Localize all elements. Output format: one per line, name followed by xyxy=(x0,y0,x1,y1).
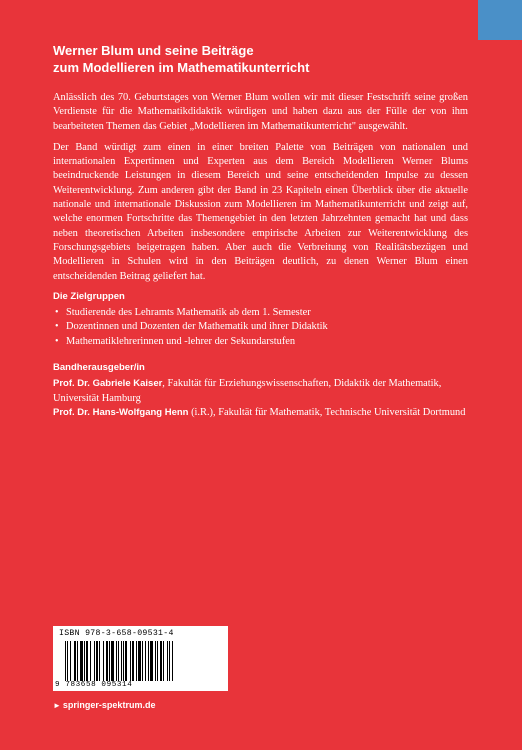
bullet-icon: • xyxy=(55,306,59,318)
list-item: • Studierende des Lehramts Mathematik ab dem 1. Semester xyxy=(53,306,468,321)
target-groups-heading: Die Zielgruppen xyxy=(53,290,125,302)
editor-affiliation: , Fakultät für Erziehungswissenschaften, Didaktik der Mathematik, Universität Hamburg xyxy=(53,378,442,404)
back-cover-text xyxy=(53,42,468,420)
publisher-url: springer-spektrum.de xyxy=(62,700,156,710)
isbn-barcode xyxy=(53,626,228,691)
arrow-right-icon: ► xyxy=(53,701,61,710)
list-item: • Dozentinnen und Dozenten der Mathematik und ihrer Didaktik xyxy=(53,320,468,335)
barcode-digits: 9 783658 095314 xyxy=(55,681,133,689)
editor-entry xyxy=(53,406,468,420)
bullet-icon: • xyxy=(55,321,59,333)
editor-entry xyxy=(53,377,468,406)
editor-name: Prof. Dr. Gabriele Kaiser xyxy=(53,378,163,390)
isbn-text: ISBN 978-3-658-09531-4 xyxy=(59,629,174,638)
target-groups-list xyxy=(53,306,468,350)
intro-paragraph: Anlässlich des 70. Geburtstages von Werner Blum wollen wir mit dieser Festschrift seine großen Verdienste für die Mathematikdidaktik würdigen und haben dazu aus der Fülle der von ihm bearbeiteten Themen das Gebiet „Modellieren im Mathematikunterricht" ausgewählt. xyxy=(53,92,468,132)
title-line-1: Werner Blum und seine Beiträge xyxy=(53,43,254,58)
title-line-2: zum Modellieren im Mathematikunterricht xyxy=(53,60,310,75)
list-item: • Mathematiklehrerinnen und -lehrer der Sekundarstufen xyxy=(53,335,468,350)
publisher-link[interactable] xyxy=(53,700,155,710)
book-title xyxy=(53,42,468,76)
editors-heading: Bandherausgeber/in xyxy=(53,362,145,374)
barcode-icon xyxy=(65,641,217,681)
description-paragraph: Der Band würdigt zum einen in einer breiten Palette von Beiträgen von nationalen und internationalen Expertinnen und Experten aus dem Bereich Modellieren Werner Blums beeindruckende Leistungen in diesem Bereich und seine entscheidenden Impulse zu dessen Weiterentwicklung. Zum anderen gibt der Band in 23 Kapiteln einen Überblick über die aktuelle nationale und internationale Diskussion zum Modellieren im Mathematikunterricht und zeigt auf, welche enormen Fortschritte das Themengebiet in den letzten Jahrzehnten gemacht hat und dass neben theoretischen Arbeiten insbesondere empirische Arbeiten zur Weiterentwicklung des Forschungsgebiets beigetragen haben. Aber auch die Verbreitung von Realitätsbezügen und Modellieren in Schulen wird in den Beiträgen deutlich, zu denen Werner Blum einen entscheidenden Beitrag geliefert hat. xyxy=(53,141,468,282)
blue-corner-strip xyxy=(478,0,522,40)
editor-affiliation: (i.R.), Fakultät für Mathematik, Technische Universität Dortmund xyxy=(188,406,466,418)
bullet-icon: • xyxy=(55,335,59,347)
editor-name: Prof. Dr. Hans-Wolfgang Henn xyxy=(53,406,189,418)
